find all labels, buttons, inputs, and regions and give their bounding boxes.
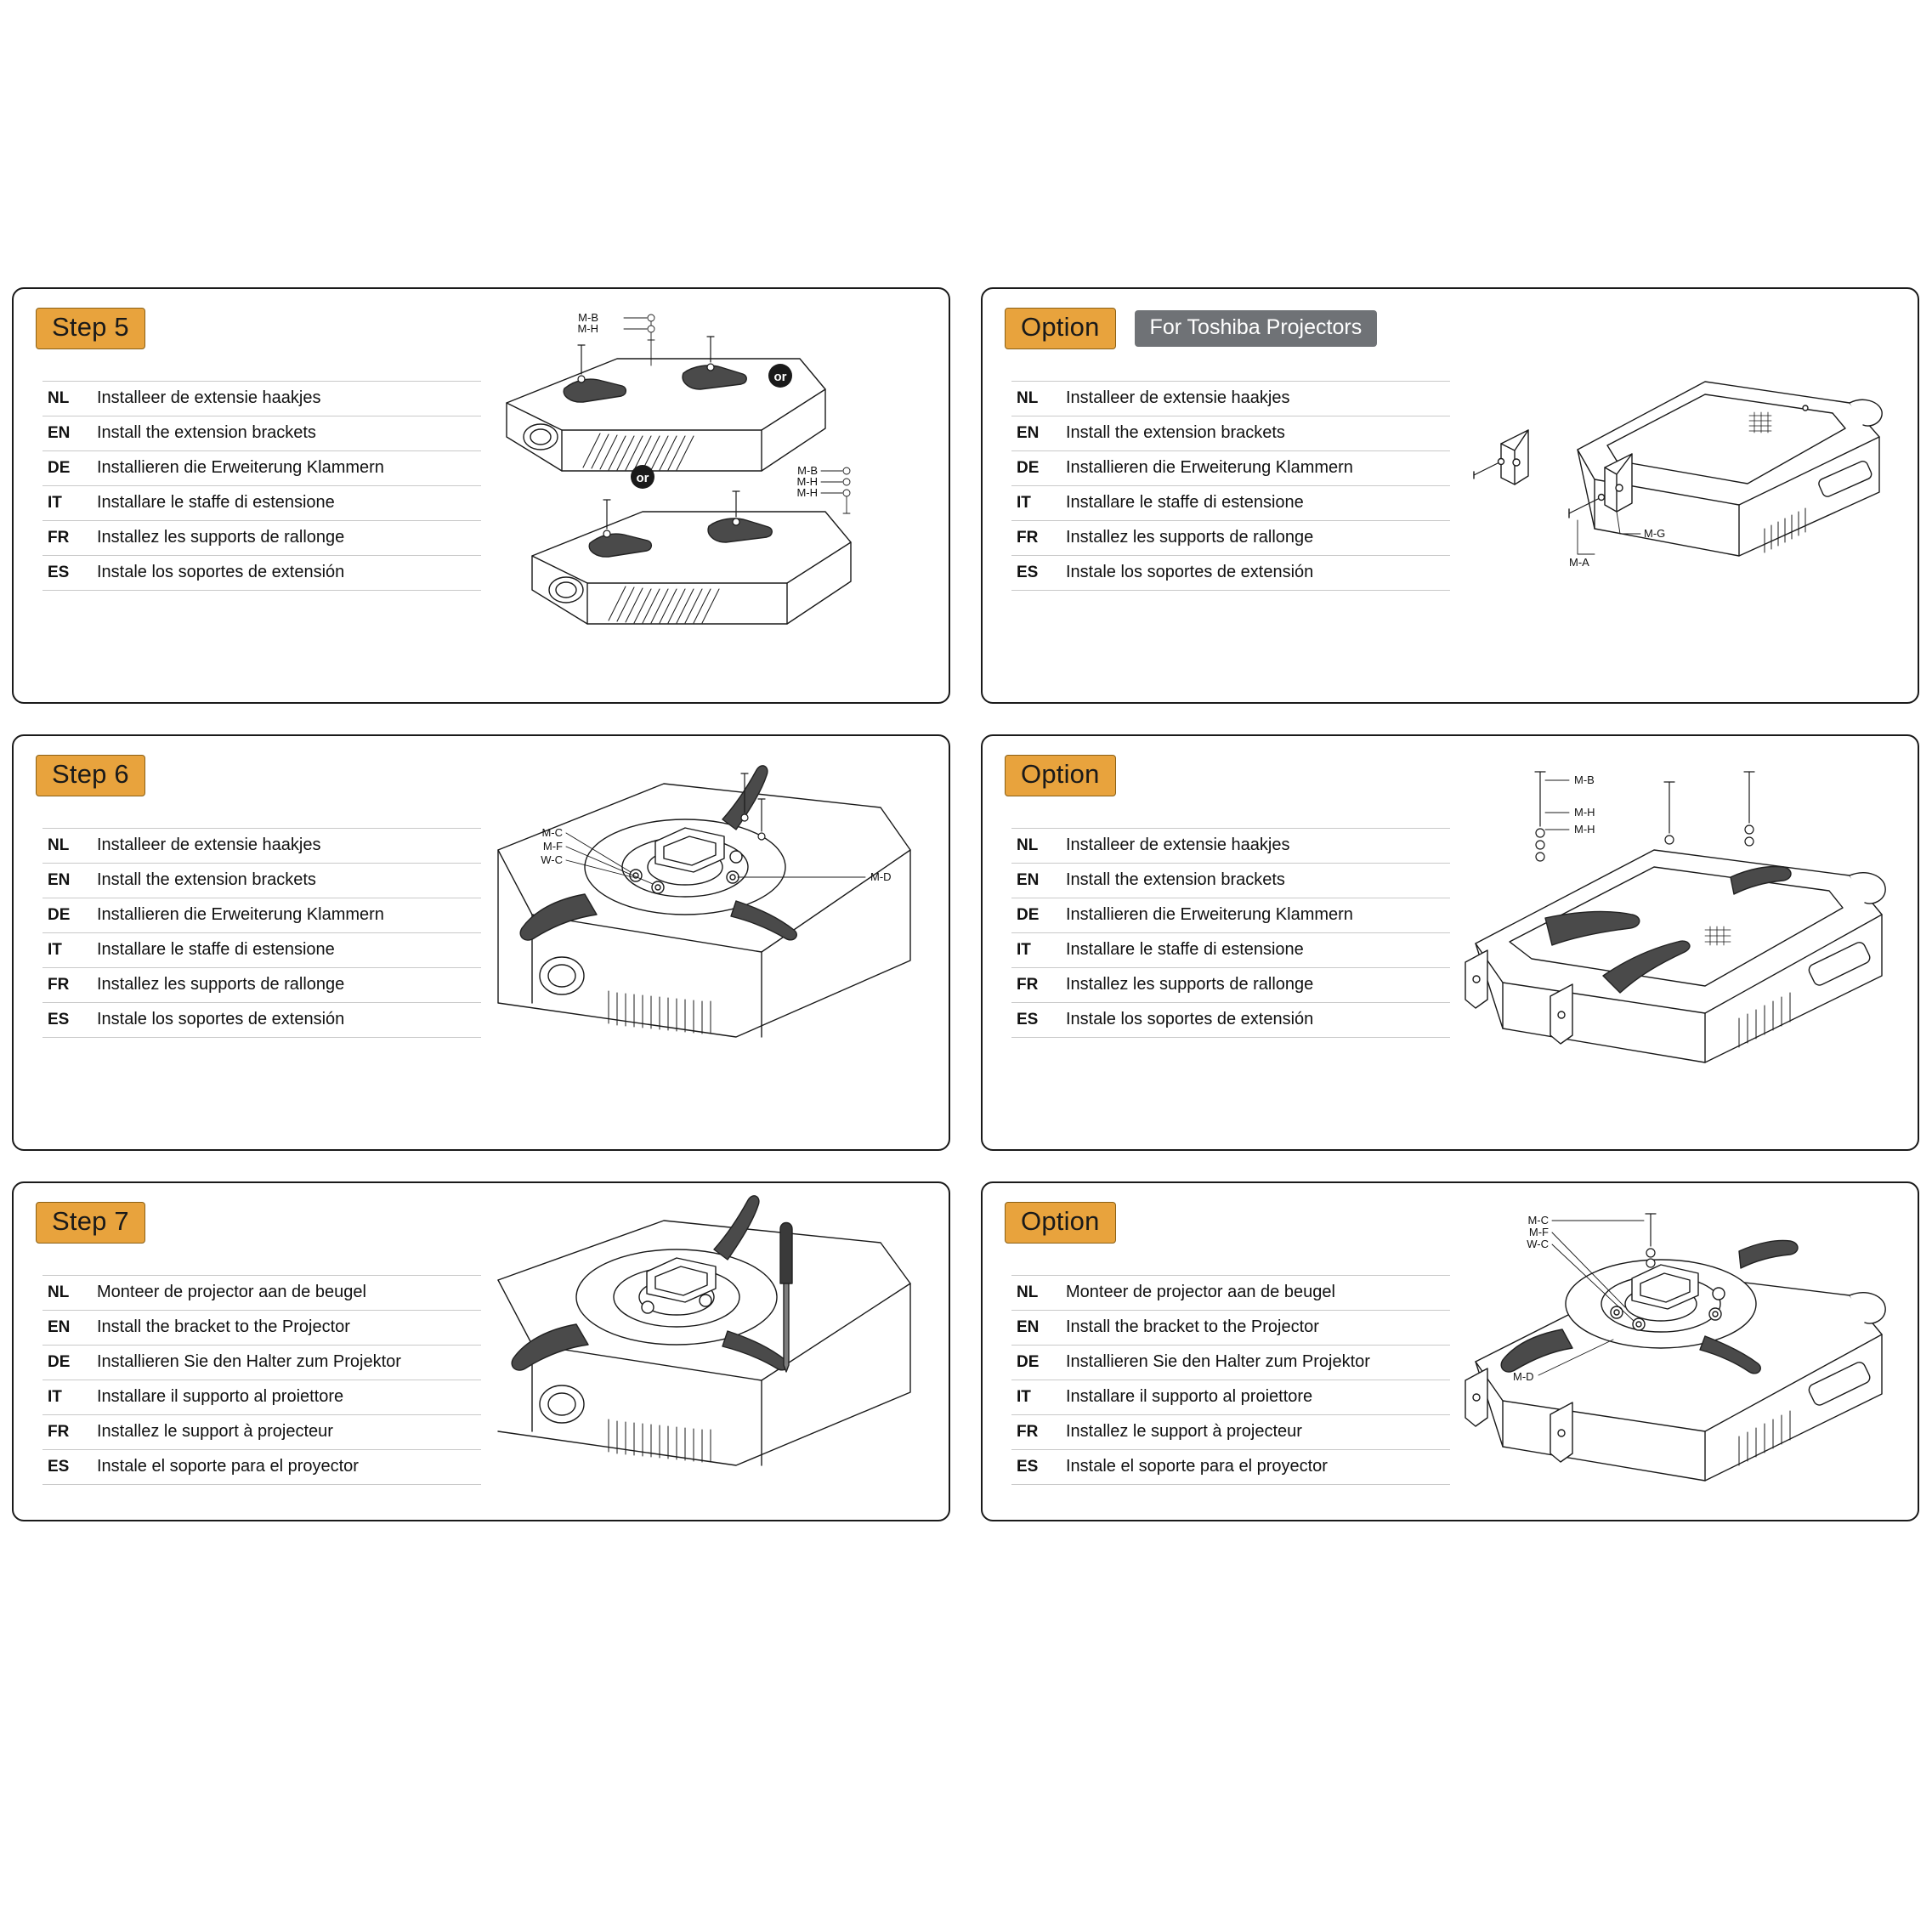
lang-code: DE (42, 1346, 87, 1380)
lang-code: ES (1011, 1450, 1056, 1485)
lang-text: Installare il supporto al proiettore (87, 1380, 481, 1415)
lang-code: ES (1011, 556, 1056, 591)
lang-code: FR (1011, 968, 1056, 1003)
lang-text: Install the extension brackets (87, 864, 481, 898)
lang-code: NL (1011, 829, 1056, 864)
table-row (42, 829, 481, 864)
lang-text: Installez le support à projecteur (87, 1415, 481, 1450)
table-row (1011, 968, 1450, 1003)
lang-code: IT (1011, 486, 1056, 521)
lang-code: EN (42, 864, 87, 898)
lang-code: DE (1011, 1346, 1056, 1380)
lang-text: Installieren die Erweiterung Klammern (87, 898, 481, 933)
lang-text: Instale los soportes de extensión (87, 556, 481, 591)
language-table (1011, 1275, 1450, 1485)
lang-code: DE (42, 451, 87, 486)
lang-code: FR (1011, 521, 1056, 556)
svg-text:M-H: M-H (1574, 806, 1595, 819)
panel-header (1005, 1202, 1116, 1244)
panel-option-brackets (981, 734, 1919, 1151)
lang-text: Install the bracket to the Projector (87, 1311, 481, 1346)
svg-text:M-F: M-F (542, 840, 563, 853)
language-table (1011, 828, 1450, 1038)
lang-code: EN (42, 416, 87, 451)
panel-grid (12, 287, 1920, 1521)
lang-code: DE (42, 898, 87, 933)
table-row (42, 416, 481, 451)
table-row (1011, 1311, 1450, 1346)
lang-text: Installez les supports de rallonge (87, 968, 481, 1003)
table-row (42, 382, 481, 416)
option-subtitle: For Toshiba Projectors (1135, 310, 1378, 347)
table-row (1011, 382, 1450, 416)
option-badge: Option (1005, 755, 1116, 796)
table-row (42, 1003, 481, 1038)
lang-code: IT (42, 933, 87, 968)
lang-code: NL (42, 829, 87, 864)
table-row (1011, 1380, 1450, 1415)
lang-code: ES (42, 556, 87, 591)
lang-code: FR (1011, 1415, 1056, 1450)
table-row (42, 486, 481, 521)
illustration-option-brackets (1450, 748, 1909, 1135)
lang-text: Installieren die Erweiterung Klammern (1056, 898, 1450, 933)
lang-text: Installeer de extensie haakjes (1056, 382, 1450, 416)
svg-text:or: or (773, 370, 787, 384)
svg-text:M-B: M-B (797, 464, 818, 477)
lang-code: DE (1011, 898, 1056, 933)
table-row (1011, 864, 1450, 898)
lang-code: DE (1011, 451, 1056, 486)
table-row (42, 451, 481, 486)
language-table (42, 381, 481, 591)
table-row (42, 556, 481, 591)
lang-code: FR (42, 521, 87, 556)
table-row (1011, 829, 1450, 864)
lang-code: IT (1011, 933, 1056, 968)
table-row (1011, 486, 1450, 521)
illustration-step-5 (481, 301, 940, 688)
lang-text: Installez les supports de rallonge (87, 521, 481, 556)
lang-code: NL (42, 1276, 87, 1311)
lang-text: Install the extension brackets (1056, 416, 1450, 451)
lang-text: Instale los soportes de extensión (87, 1003, 481, 1038)
lang-text: Install the bracket to the Projector (1056, 1311, 1450, 1346)
svg-text:W-C: W-C (541, 853, 563, 866)
lang-text: Instale los soportes de extensión (1056, 556, 1450, 591)
option-badge: Option (1005, 308, 1116, 349)
panel-header (1005, 308, 1377, 349)
lang-text: Instale los soportes de extensión (1056, 1003, 1450, 1038)
table-row (1011, 1003, 1450, 1038)
lang-text: Install the extension brackets (87, 416, 481, 451)
lang-code: FR (42, 1415, 87, 1450)
table-row (42, 968, 481, 1003)
lang-text: Installieren die Erweiterung Klammern (87, 451, 481, 486)
svg-text:M-G: M-G (1644, 527, 1666, 540)
lang-text: Installieren Sie den Halter zum Projektor (87, 1346, 481, 1380)
lang-code: EN (42, 1311, 87, 1346)
table-row (1011, 416, 1450, 451)
table-row (1011, 451, 1450, 486)
table-row (1011, 556, 1450, 591)
table-row (42, 933, 481, 968)
svg-text:M-H: M-H (796, 475, 818, 488)
svg-text:M-B: M-B (578, 311, 598, 324)
svg-text:or: or (636, 471, 649, 485)
svg-text:M-A: M-A (1569, 556, 1589, 569)
table-row (1011, 933, 1450, 968)
svg-text:M-C: M-C (1527, 1214, 1549, 1227)
language-table (42, 828, 481, 1038)
svg-text:M-H: M-H (1574, 823, 1595, 836)
table-row (42, 1311, 481, 1346)
lang-text: Installieren Sie den Halter zum Projektor (1056, 1346, 1450, 1380)
lang-text: Monteer de projector aan de beugel (1056, 1276, 1450, 1311)
lang-text: Installez le support à projecteur (1056, 1415, 1450, 1450)
lang-text: Installeer de extensie haakjes (87, 382, 481, 416)
panel-header (36, 755, 145, 796)
step-badge: Step 6 (36, 755, 145, 796)
panel-header (36, 308, 145, 349)
illustration-option-toshiba (1450, 301, 1909, 688)
lang-text: Install the extension brackets (1056, 864, 1450, 898)
lang-code: NL (1011, 382, 1056, 416)
svg-text:M-C: M-C (541, 826, 563, 839)
lang-text: Monteer de projector aan de beugel (87, 1276, 481, 1311)
lang-code: IT (1011, 1380, 1056, 1415)
step-badge: Step 7 (36, 1202, 145, 1244)
step-badge: Step 5 (36, 308, 145, 349)
lang-text: Instale el soporte para el proyector (1056, 1450, 1450, 1485)
svg-text:M-B: M-B (1574, 773, 1595, 786)
panel-header (1005, 755, 1116, 796)
table-row (1011, 521, 1450, 556)
illustration-step-6 (481, 748, 940, 1135)
lang-text: Instale el soporte para el proyector (87, 1450, 481, 1485)
table-row (1011, 1276, 1450, 1311)
lang-code: EN (1011, 1311, 1056, 1346)
lang-text: Installare le staffe di estensione (87, 933, 481, 968)
lang-text: Installare il supporto al proiettore (1056, 1380, 1450, 1415)
lang-text: Installare le staffe di estensione (87, 486, 481, 521)
lang-code: NL (42, 382, 87, 416)
table-row (42, 1450, 481, 1485)
language-table (42, 1275, 481, 1485)
table-row (42, 1276, 481, 1311)
table-row (42, 864, 481, 898)
table-row (1011, 1450, 1450, 1485)
lang-text: Installez les supports de rallonge (1056, 968, 1450, 1003)
illustration-step-7 (481, 1195, 940, 1582)
svg-text:M-D: M-D (1513, 1370, 1534, 1383)
table-row (42, 1380, 481, 1415)
panel-step-6 (12, 734, 950, 1151)
lang-code: NL (1011, 1276, 1056, 1311)
panel-step-5 (12, 287, 950, 704)
table-row (42, 1346, 481, 1380)
lang-code: EN (1011, 864, 1056, 898)
panel-header (36, 1202, 145, 1244)
lang-code: ES (42, 1450, 87, 1485)
table-row (42, 1415, 481, 1450)
language-table (1011, 381, 1450, 591)
lang-code: IT (42, 486, 87, 521)
lang-text: Installare le staffe di estensione (1056, 486, 1450, 521)
lang-code: ES (1011, 1003, 1056, 1038)
panel-step-7 (12, 1181, 950, 1521)
svg-text:M-H: M-H (577, 322, 598, 335)
lang-text: Installeer de extensie haakjes (1056, 829, 1450, 864)
svg-text:M-H: M-H (796, 486, 818, 499)
table-row (42, 898, 481, 933)
lang-code: EN (1011, 416, 1056, 451)
lang-code: ES (42, 1003, 87, 1038)
svg-text:M-F: M-F (1528, 1226, 1549, 1238)
lang-code: FR (42, 968, 87, 1003)
table-row (1011, 898, 1450, 933)
lang-text: Installieren die Erweiterung Klammern (1056, 451, 1450, 486)
table-row (1011, 1415, 1450, 1450)
option-badge: Option (1005, 1202, 1116, 1244)
svg-text:M-D: M-D (870, 870, 892, 883)
illustration-option-final (1450, 1195, 1909, 1582)
lang-text: Installeer de extensie haakjes (87, 829, 481, 864)
lang-code: IT (42, 1380, 87, 1415)
panel-option-toshiba (981, 287, 1919, 704)
svg-text:W-C: W-C (1527, 1238, 1549, 1250)
table-row (42, 521, 481, 556)
table-row (1011, 1346, 1450, 1380)
lang-text: Installez les supports de rallonge (1056, 521, 1450, 556)
panel-option-final (981, 1181, 1919, 1521)
lang-text: Installare le staffe di estensione (1056, 933, 1450, 968)
